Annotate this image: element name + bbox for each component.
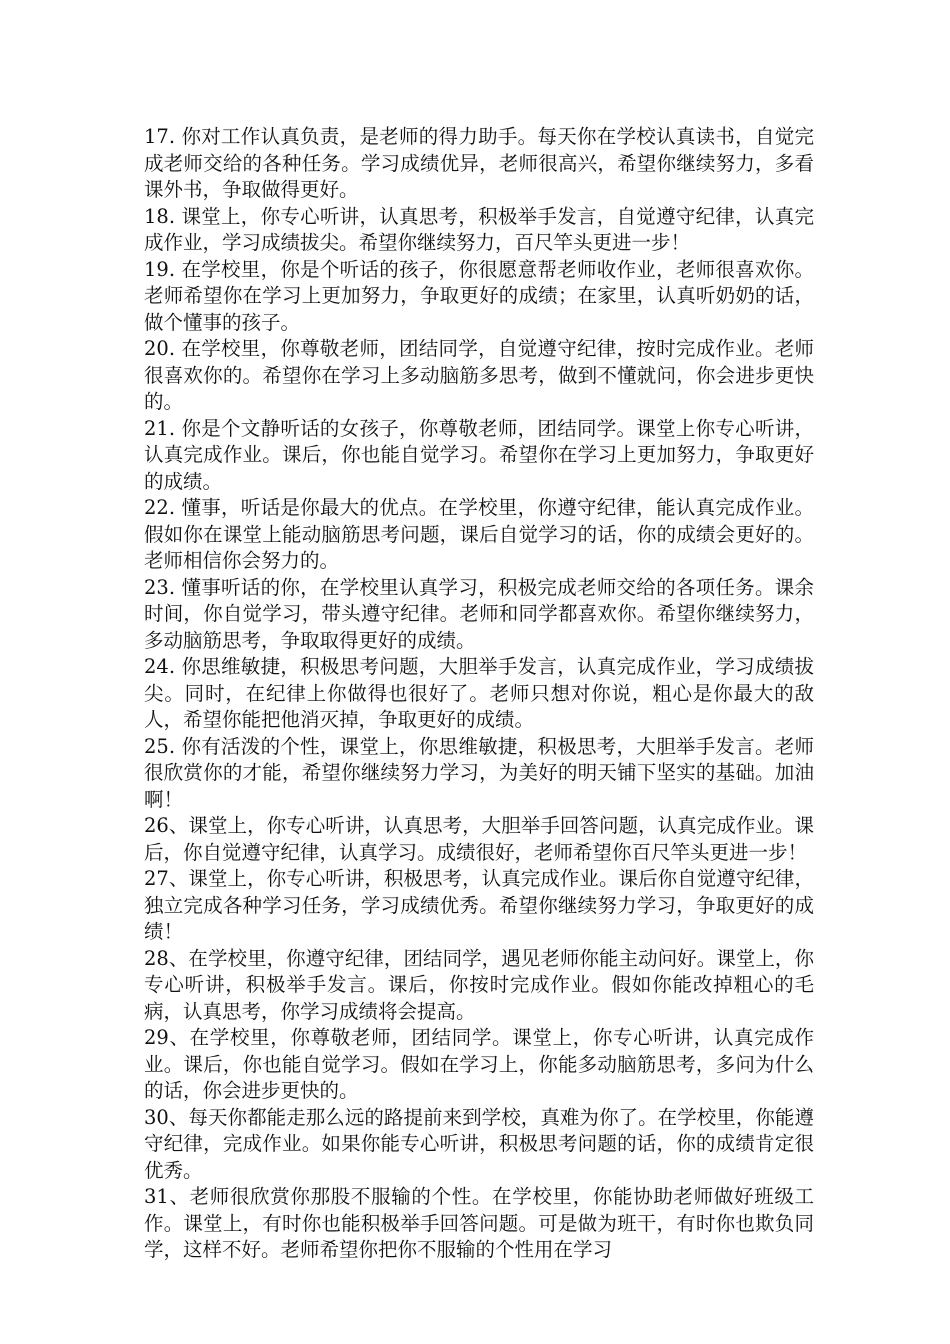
paragraph-29: 29、在学校里，你尊敬老师，团结同学。课堂上，你专心听讲，认真完成作业。课后，你也能自觉学习。假如在学习上，你能多动脑筋思考，多问为什么的话，你会进步更快的。 (144, 1026, 814, 1102)
paragraph-25: 25. 你有活泼的个性，课堂上，你思维敏捷，积极思考，大胆举手发言。老师很欣赏你的才能，希望你继续努力学习，为美好的明天铺下坚实的基础。加油啊！ (144, 734, 814, 811)
paragraph-19: 19. 在学校里，你是个听话的孩子，你很愿意帮老师收作业，老师很喜欢你。老师希望你在学习上更加努力，争取更好的成绩；在家里，认真听奶奶的话，做个懂事的孩子。 (144, 257, 814, 334)
paragraph-28: 28、在学校里，你遵守纪律，团结同学，遇见老师你能主动问好。课堂上，你专心听讲，积极举手发言。课后，你按时完成作业。假如你能改掉粗心的毛病，认真思考，你学习成绩将会提高。 (144, 946, 814, 1023)
paragraph-27: 27、课堂上，你专心听讲，积极思考，认真完成作业。课后你自觉遵守纪律，独立完成各种学习任务，学习成绩优秀。希望你继续努力学习，争取更好的成绩！ (144, 867, 814, 943)
paragraph-17: 17. 你对工作认真负责，是老师的得力助手。每天你在学校认真读书，自觉完成老师交给的各种任务。学习成绩优异，老师很高兴，希望你继续努力，多看课外书，争取做得更好。 (144, 125, 814, 201)
paragraph-31: 31、老师很欣赏你那股不服输的个性。在学校里，你能协助老师做好班级工作。课堂上，有时你也能积极举手回答问题。可是做为班干，有时你也欺负同学，这样不好。老师希望你把你不服输的个性用在学习 (144, 1185, 814, 1261)
paragraph-26: 26、课堂上，你专心听讲，认真思考，大胆举手回答问题，认真完成作业。课后，你自觉遵守纪律，认真学习。成绩很好，老师希望你百尺竿头更进一步！ (144, 814, 814, 864)
paragraph-30: 30、每天你都能走那么远的路提前来到学校，真难为你了。在学校里，你能遵守纪律，完成作业。如果你能专心听讲，积极思考问题的话，你的成绩肯定很优秀。 (144, 1105, 814, 1182)
paragraph-20: 20. 在学校里，你尊敬老师，团结同学，自觉遵守纪律，按时完成作业。老师很喜欢你的。希望你在学习上多动脑筋多思考，做到不懂就问，你会进步更快的。 (144, 337, 814, 413)
paragraph-21: 21. 你是个文静听话的女孩子，你尊敬老师，团结同学。课堂上你专心听讲，认真完成作业。课后，你也能自觉学习。希望你在学习上更加努力，争取更好的成绩。 (144, 416, 814, 493)
paragraph-23: 23. 懂事听话的你，在学校里认真学习，积极完成老师交给的各项任务。课余时间，你自觉学习，带头遵守纪律。老师和同学都喜欢你。希望你继续努力，多动脑筋思考，争取取得更好的成绩。 (144, 575, 814, 652)
paragraph-24: 24. 你思维敏捷，积极思考问题，大胆举手发言，认真完成作业，学习成绩拔尖。同时，在纪律上你做得也很好了。老师只想对你说，粗心是你最大的敌人，希望你能把他消灭掉，争取更好的成绩。 (144, 655, 814, 731)
paragraph-18: 18. 课堂上，你专心听讲，认真思考，积极举手发言，自觉遵守纪律，认真完成作业，学习成绩拔尖。希望你继续努力，百尺竿头更进一步！ (144, 204, 814, 254)
paragraph-22: 22. 懂事，听话是你最大的优点。在学校里，你遵守纪律，能认真完成作业。假如你在课堂上能动脑筋思考问题，课后自觉学习的话，你的成绩会更好的。老师相信你会努力的。 (144, 496, 814, 572)
document-body (144, 124, 814, 1264)
